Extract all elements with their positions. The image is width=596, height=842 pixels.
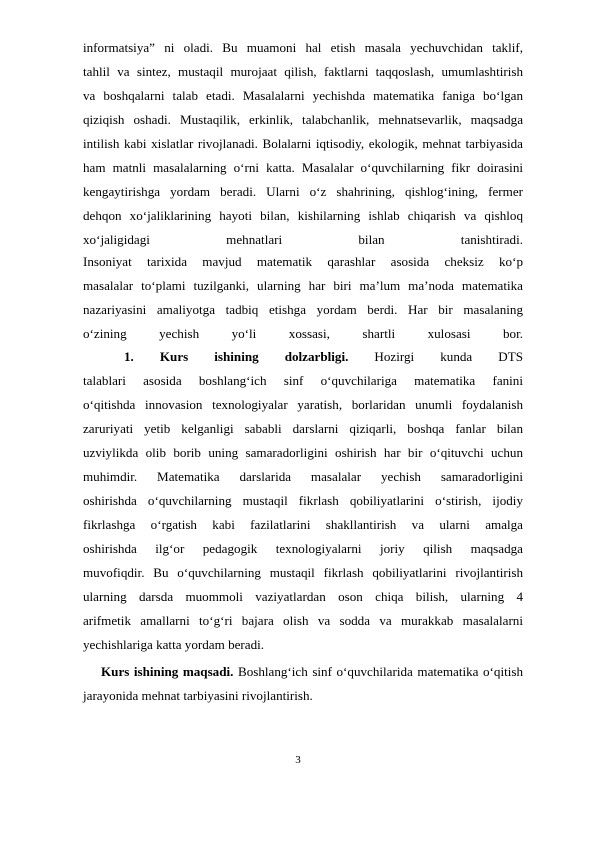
text-line: o‘zining yechish yo‘li xossasi, shartli xulosasi bor. (83, 326, 523, 341)
text-line: o‘qitishda innovasion texnologiyalar yaratish, borlaridan unumli foydalanish (83, 397, 523, 412)
text-line: va boshqalarni talab etadi. Masalalarni yechishda matematika faniga bo‘lgan (83, 88, 523, 103)
text-line: arifmetik amallarni to‘g‘ri bajara olish va sodda va murakkab masalalarni (83, 613, 523, 628)
page-number: 3 (295, 754, 301, 766)
text-line: uzviylikda olib borib uning samaradorligini oshirish har bir o‘qituvchi uchun (83, 445, 523, 460)
text-line: intilish kabi xislatlar rivojlanadi. Bolalarni iqtisodiy, ekologik, mehnat tarbiyasida (83, 136, 523, 151)
section-heading-continuation: Hozirgi kunda DTS (374, 349, 523, 364)
text-line: ularning darsda muommoli vaziyatlardan oson chiqa bilish, ularning 4 (83, 589, 523, 604)
text-line: talablari asosida boshlang‘ich sinf o‘quvchilariga matematika fanini (83, 373, 523, 388)
aim-heading: Kurs ishining maqsadi. (101, 664, 234, 679)
text-line: zaruriyati yetib kelganligi sababli darslarni qiziqarli, boshqa fanlar bilan (83, 421, 523, 436)
text-line: muhimdir. Matematika darslarida masalalar yechish samaradorligini (83, 469, 523, 484)
section-heading-line (83, 347, 523, 367)
text-line: oshirishda ilg‘or pedagogik texnologiyalarni joriy qilish maqsadga (83, 541, 523, 556)
aim-paragraph-line (83, 662, 523, 682)
text-line: xo‘jaligidagi mehnatlari bilan tanishtiradi. (83, 232, 523, 247)
text-line: Insoniyat tarixida mavjud matematik qarashlar asosida cheksiz ko‘p (83, 254, 523, 269)
text-line: oshirishda o‘quvchilarning mustaqil fikrlash qobiliyatlarini o‘stirish, ijodiy (83, 493, 523, 508)
text-line: fikrlashga o‘rgatish kabi fazilatlarini shakllantirish va ularni amalga (83, 517, 523, 532)
aim-text: Boshlang‘ich sinf o‘quvchilarida matematika o‘qitish (237, 664, 523, 679)
text-line: ham matnli masalalarning o‘rni katta. Masalalar o‘quvchilarning fikr doirasini (83, 160, 523, 175)
text-line: informatsiya” ni oladi. Bu muamoni hal etish masala yechuvchidan taklif, (83, 40, 523, 55)
text-line: muvofiqdir. Bu o‘quvchilarning mustaqil fikrlash qobiliyatlarini rivojlantirish (83, 565, 523, 580)
text-line: masalalar to‘plami tuzilganki, ularning har biri ma’lum ma’noda matematika (83, 278, 523, 293)
text-line: yechishlariga katta yordam beradi. (83, 637, 265, 652)
text-line: tahlil va sintez, mustaqil murojaat qilish, faktlarni taqqoslash, umumlashtirish (83, 64, 523, 79)
text-line: kengaytirishga yordam beradi. Ularni o‘z shahrining, qishlog‘ining, fermer (83, 184, 523, 199)
text-line: dehqon xo‘jaliklarining hayoti bilan, kishilarning ishlab chiqarish va qishloq (83, 208, 523, 223)
text-line: qiziqish oshadi. Mustaqilik, erkinlik, talabchanlik, mehnatsevarlik, maqsadga (83, 112, 523, 127)
text-line: nazariyasini amaliyotga tadbiq etishga yordam berdi. Har bir masalaning (83, 302, 523, 317)
section-heading: 1. Kurs ishining dolzarbligi. (124, 349, 349, 364)
text-line: jarayonida mehnat tarbiyasini rivojlantirish. (83, 688, 313, 703)
